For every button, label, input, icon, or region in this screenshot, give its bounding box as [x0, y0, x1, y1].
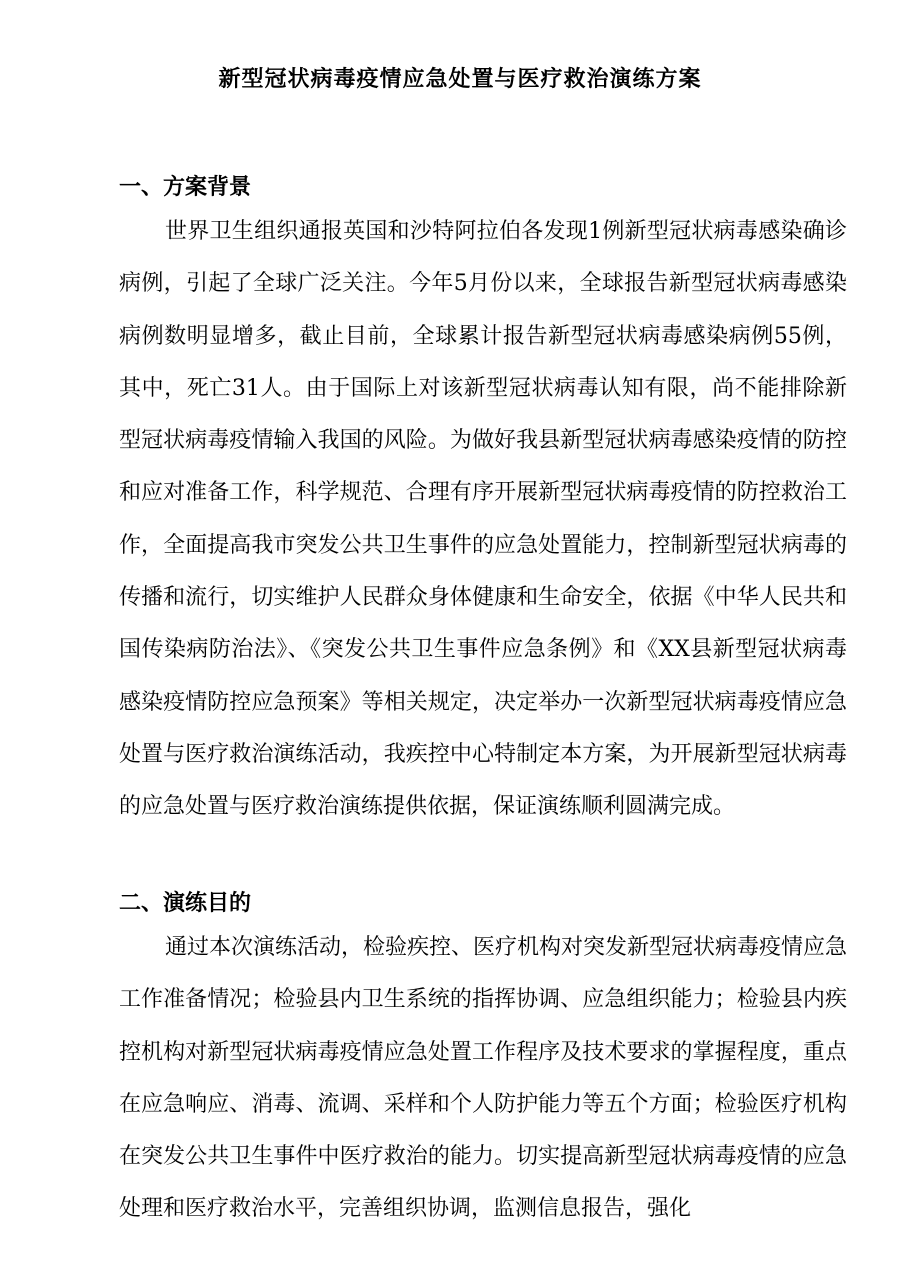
section-paragraph-background: 世界卫生组织通报英国和沙特阿拉伯各发现1例新型冠状病毒感染确诊病例，引起了全球广泛关注。今年5月份以来，全球报告新型冠状病毒感染病例数明显增多，截止目前，全球累计报告新型冠状病毒感染病例55例，其中，死亡31人。由于国际上对该新型冠状病毒认知有限，尚不能排除新型冠状病毒疫情输入我国的风险。为做好我县新型冠状病毒感染疫情的防控和应对准备工作，科学规范、合理有序开展新型冠状病毒疫情的防控救治工作，全面提高我市突发公共卫生事件的应急处置能力，控制新型冠状病毒的传播和流行，切实维护人民群众身体健康和生命安全，依据《中华人民共和国传染病防治法》、《突发公共卫生事件应急条例》和《XX县新型冠状病毒感染疫情防控应急预案》等相关规定，决定举办一次新型冠状病毒疫情应急处置与医疗救治演练活动，我疾控中心特制定本方案，为开展新型冠状病毒的应急处置与医疗救治演练提供依据，保证演练顺利圆满完成。	[119, 219, 847, 820]
document-title: 新型冠状病毒疫情应急处置与医疗救治演练方案	[218, 66, 702, 92]
section-heading-purpose: 二、演练目的	[119, 890, 252, 916]
section-paragraph-purpose: 通过本次演练活动，检验疾控、医疗机构对突发新型冠状病毒疫情应急工作准备情况；检验县内卫生系统的指挥协调、应急组织能力；检验县内疾控机构对新型冠状病毒疫情应急处置工作程序及技术要求的掌握程度，重点在应急响应、消毒、流调、采样和个人防护能力等五个方面；检验医疗机构在突发公共卫生事件中医疗救治的能力。切实提高新型冠状病毒疫情的应急处理和医疗救治水平，完善组织协调，监测信息报告，强化	[119, 935, 848, 1222]
section-heading-background: 一、方案背景	[119, 174, 252, 200]
